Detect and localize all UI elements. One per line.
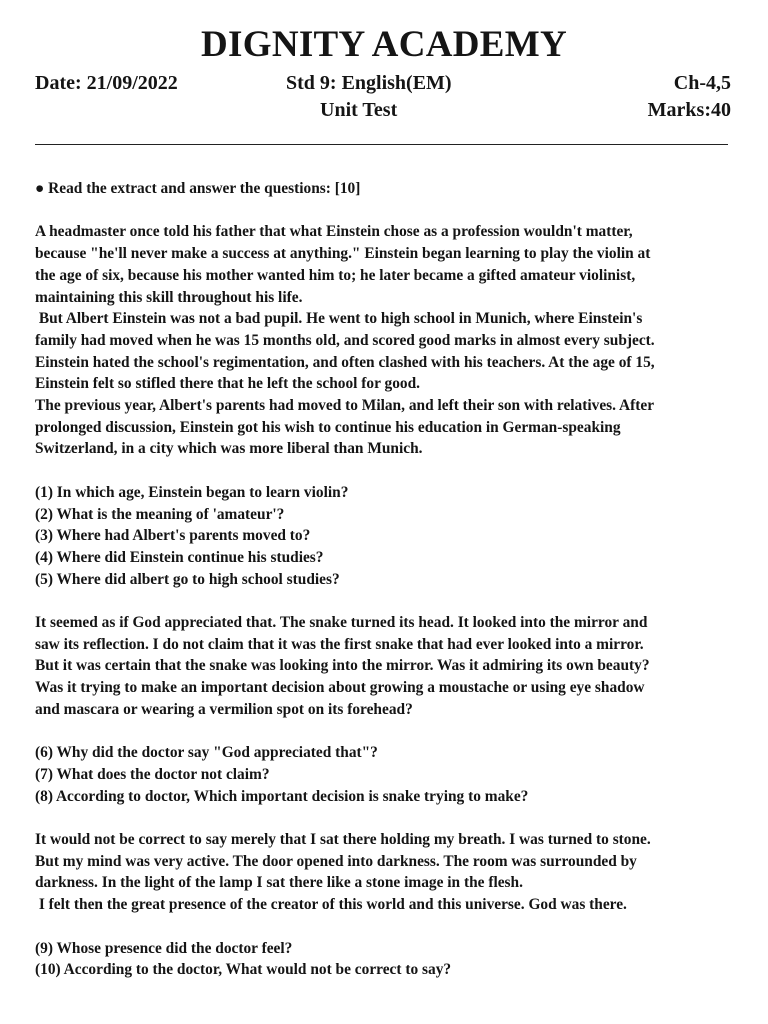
passage-3 [35,829,735,916]
questions-2 [35,742,735,807]
passage-line: A headmaster once told his father that what Einstein chose as a profession wouldn't matter, [35,223,633,241]
questions-3 [35,938,735,981]
school-title: DIGNITY ACADEMY [201,24,567,65]
passage-line: Was it trying to make an important decision about growing a moustache or using eye shadow [35,679,645,697]
question: (10) According to the doctor, What would not be correct to say? [35,961,452,979]
passage-line: I felt then the great presence of the creator of this world and this universe. God was there. [35,896,627,914]
questions-1 [35,482,735,591]
passage-2 [35,612,735,721]
question: (6) Why did the doctor say "God appreciated that"? [35,744,378,762]
exam-date: Date: 21/09/2022 [35,72,178,94]
chapters: Ch-4,5 [673,72,731,94]
question: (3) Where had Albert's parents moved to? [35,527,311,545]
passage-line: Einstein hated the school's regimentation, and often clashed with his teachers. At the age of 15, [35,353,655,371]
passage-line: Switzerland, in a city which was more liberal than Munich. [35,440,423,458]
passage-line: darkness. In the light of the lamp I sat there like a stone image in the flesh. [35,874,523,892]
passage-line: because "he'll never make a success at anything." Einstein began learning to play the violin at [35,245,651,263]
question: (9) Whose presence did the doctor feel? [35,939,293,957]
passage-line: Einstein felt so stifled there that he left the school for good. [35,375,421,393]
passage-line: The previous year, Albert's parents had moved to Milan, and left their son with relatives. After [35,397,655,415]
passage-line: It would not be correct to say merely that I sat there holding my breath. I was turned to stone. [35,831,651,849]
passage-line: saw its reflection. I do not claim that it was the first snake that had ever looked into a mirror. [35,635,644,653]
standard-subject: Std 9: English(EM) [286,72,452,94]
question: (5) Where did albert go to high school studies? [35,570,340,588]
question: (2) What is the meaning of 'amateur'? [35,505,285,523]
passage-line: It seemed as if God appreciated that. The snake turned its head. It looked into the mirror and [35,614,648,632]
passage-line: But Albert Einstein was not a bad pupil. He went to high school in Munich, where Einstein's [35,310,643,328]
test-name: Unit Test [320,99,398,121]
passage-1 [35,221,735,460]
question: (1) In which age, Einstein began to learn violin? [35,483,349,501]
passage-line: But my mind was very active. The door opened into darkness. The room was surrounded by [35,852,637,870]
exam-content [35,178,735,981]
total-marks: Marks:40 [647,99,731,121]
passage-line: family had moved when he was 15 months old, and scored good marks in almost every subject. [35,331,655,349]
question: (7) What does the doctor not claim? [35,765,270,783]
question: (8) According to doctor, Which important decision is snake trying to make? [35,787,529,805]
passage-line: and mascara or wearing a vermilion spot on its forehead? [35,700,413,718]
header-divider [35,144,728,145]
instruction: ● Read the extract and answer the questions: [10] [35,180,361,197]
passage-line: prolonged discussion, Einstein got his wish to continue his education in German-speaking [35,418,621,436]
passage-line: But it was certain that the snake was looking into the mirror. Was it admiring its own beauty? [35,657,650,675]
question: (4) Where did Einstein continue his studies? [35,548,324,566]
passage-line: maintaining this skill throughout his life. [35,288,303,306]
passage-line: the age of six, because his mother wanted him to; he later became a gifted amateur violinist, [35,266,636,284]
